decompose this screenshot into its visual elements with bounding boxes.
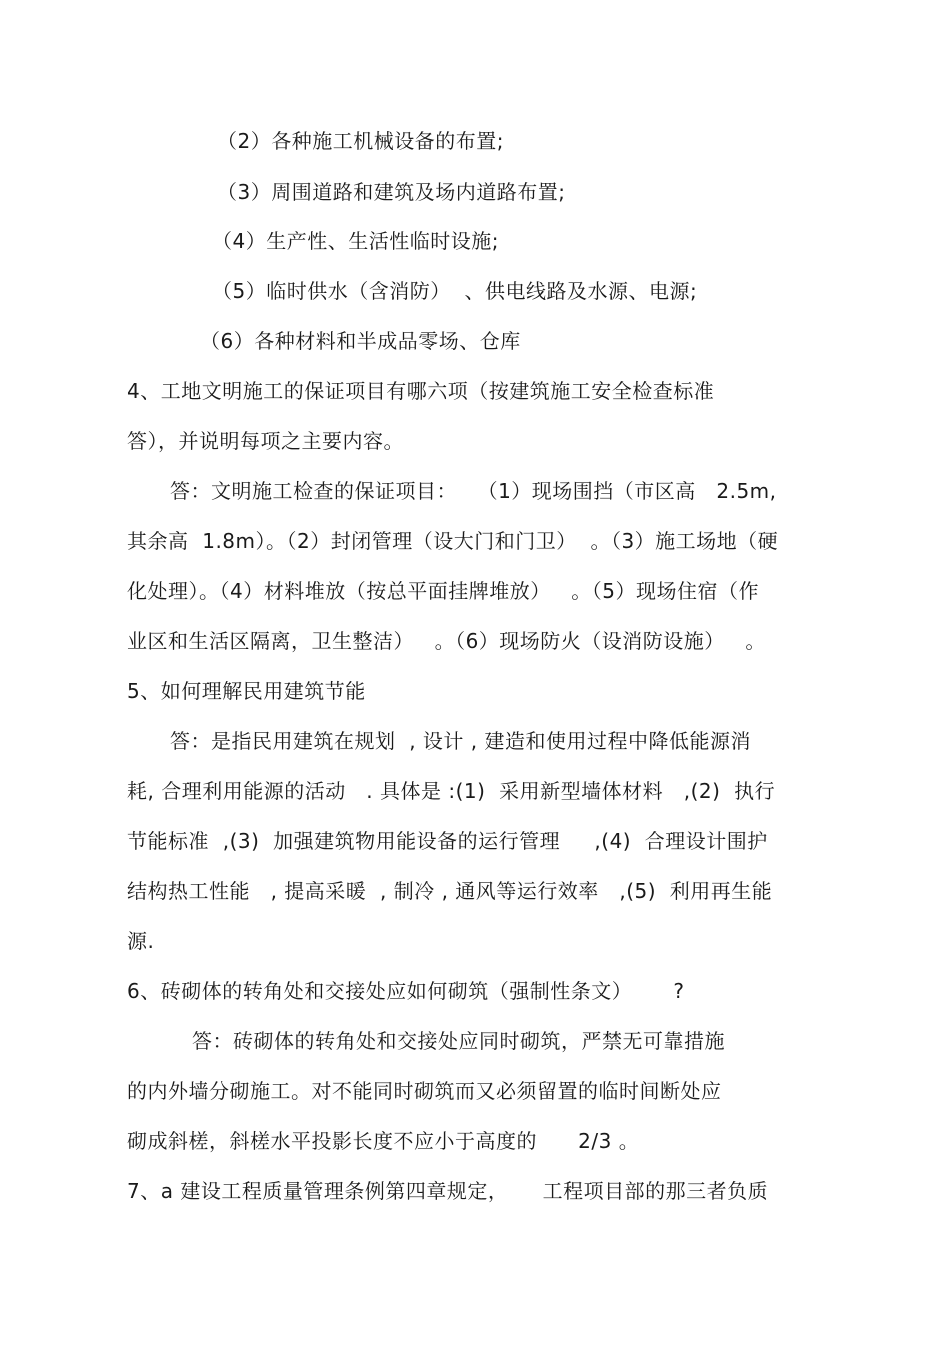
answer-4-line-1: 答：文明施工检查的保证项目： （1）现场围挡（市区高 2.5m, (170, 479, 777, 503)
answer-4-line-4: 业区和生活区隔离，卫生整洁） 。（6）现场防火（设消防设施） 。 (127, 629, 766, 653)
question-5: 5、如何理解民用建筑节能 (127, 679, 366, 703)
list-item-4: （4）生产性、生活性临时设施; (212, 229, 499, 253)
list-item-2: （2）各种施工机械设备的布置; (217, 129, 504, 153)
question-6: 6、砖砌体的转角处和交接处应如何砌筑（强制性条文） ? (127, 979, 685, 1003)
list-item-3: （3）周围道路和建筑及场内道路布置; (217, 180, 566, 204)
list-item-6: （6）各种材料和半成品零场、仓库 (200, 329, 521, 353)
answer-5-line-1: 答：是指民用建筑在规划 , 设计 , 建造和使用过程中降低能源消 (170, 729, 752, 753)
answer-4-line-3: 化处理）。（4）材料堆放（按总平面挂牌堆放） 。（5）现场住宿（作 (127, 579, 760, 603)
answer-6-line-3: 砌成斜槎，斜槎水平投影长度不应小于高度的 2/3 。 (127, 1129, 640, 1153)
answer-5-line-3: 节能标准 ,(3) 加强建筑物用能设备的运行管理 ,(4) 合理设计围护 (127, 829, 768, 853)
answer-6-line-2: 的内外墙分砌施工。对不能同时砌筑而又必须留置的临时间断处应 (127, 1079, 722, 1103)
answer-5-line-2: 耗, 合理利用能源的活动 . 具体是 :(1) 采用新型墙体材料 ,(2) 执行 (127, 779, 776, 803)
question-7: 7、a 建设工程质量管理条例第四章规定， 工程项目部的那三者负质 (127, 1179, 769, 1203)
list-item-5: （5）临时供水（含消防） 、供电线路及水源、电源; (212, 279, 698, 303)
answer-4-line-2: 其余高 1.8m）。（2）封闭管理（设大门和门卫） 。（3）施工场地（硬 (127, 529, 779, 553)
answer-5-line-4: 结构热工性能 , 提高采暖 , 制冷 , 通风等运行效率 ,(5) 利用再生能 (127, 879, 773, 903)
answer-5-line-5: 源. (127, 929, 155, 953)
answer-6-line-1: 答：砖砌体的转角处和交接处应同时砌筑，严禁无可靠措施 (192, 1029, 725, 1053)
question-4: 4、工地文明施工的保证项目有哪六项（按建筑施工安全检查标准 (127, 379, 715, 403)
question-4-cont: 答），并说明每项之主要内容。 (127, 429, 404, 453)
